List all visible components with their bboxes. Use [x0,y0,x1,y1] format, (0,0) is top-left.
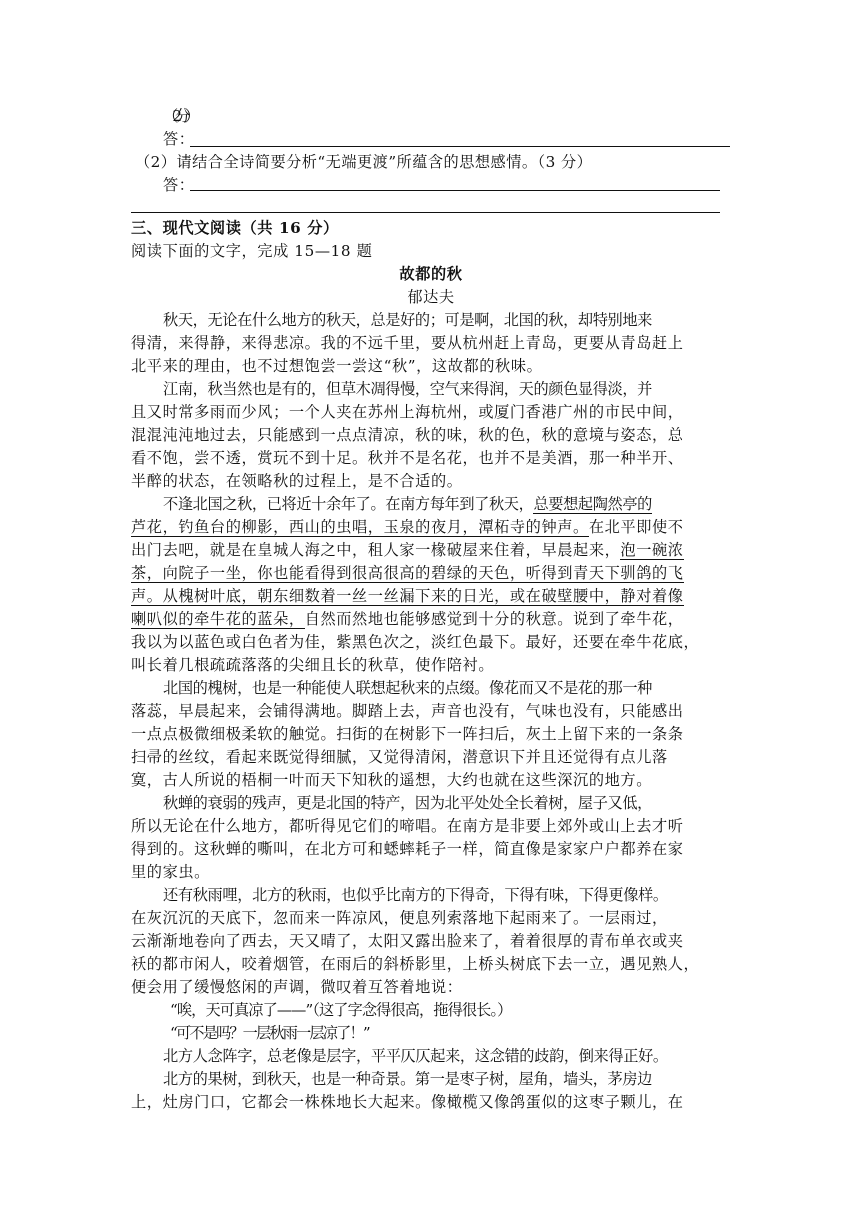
paragraph-line: 我以为以蓝色或白色者为佳，紫黑色次之，淡红色最下。最好，还要在牵牛花底， [131,633,700,651]
text-span: 不逢北国之秋，已将近十余年了。在南方每年到了秋天， [163,495,534,513]
underlined-text: 泡一碗浓 [620,541,684,559]
paragraph-line: 且又时常多雨而少风；一个人夹在苏州上海杭州，或厦门香港广州的市民中间， [131,403,684,421]
paragraph-line: 叫长着几根疏疏落落的尖细且长的秋草，使作陪衬。 [131,656,495,674]
underlined-text: 声。从槐树叶底，朝东细数着一丝一丝漏下来的日光，或在破壁腰中，静对着像 [131,587,684,605]
paragraph-line: 江南，秋当然也是有的，但草木凋得慢，空气来得润，天的颜色显得淡，并 [163,380,652,398]
paragraph-line: 北方人念阵字，总老像是层字，平平仄仄起来，这念错的歧韵，倒来得正好。 [163,1047,668,1065]
underlined-text: 芦花，钓鱼台的柳影，西山的虫唱，玉泉的夜月，潭柘寺的钟声。 [131,518,589,536]
question-score: （2 分） [163,107,195,125]
answer-label: 答： [163,130,195,148]
answer-label: 答： [163,176,195,194]
paragraph-line: 北方的果树，到秋天，也是一种奇景。第一是枣子树，屋角，墙头，茅房边 [163,1070,652,1088]
paragraph-line: 落蕊，早晨起来，会铺得满地。脚踏上去，声音也没有，气味也没有，只能感出 [131,702,684,720]
quote-line: “可不是吗？一层秋雨一层凉了！” [170,1024,369,1042]
paragraph-line: 扫帚的丝纹，看起来既觉得细腻，又觉得清闲，潜意识下并且还觉得有点儿落 [131,748,668,766]
answer-line [190,146,730,147]
paragraph-line: 看不饱，尝不透，赏玩不到十足。秋并不是名花，也并不是美酒，那一种半开、 [131,449,684,467]
underlined-text: 茶，向院子一坐，你也能看得到很高很高的碧绿的天色，听得到青天下驯鸽的飞 [131,564,684,582]
paragraph-line: 上，灶房门口，它都会一株株地长大起来。像橄榄又像鸽蛋似的这枣子颗儿，在 [131,1093,684,1111]
paragraph-line: 便会用了缓慢悠闲的声调，微叹着互答着地说： [131,978,463,996]
answer-line [131,212,720,213]
quote-line: “唉，天可真凉了——”（这了字念得很高，拖得很长。） [170,1001,512,1019]
section-heading: 三、现代文阅读（共 16 分） [131,219,339,237]
paragraph-line [131,562,731,585]
paragraph-line: 云渐渐地卷向了西去，天又晴了，太阳又露出脸来了，着着很厚的青布单衣或夹 [131,932,684,950]
paragraph-line: 半醉的状态，在领略秋的过程上，是不合适的。 [131,472,463,490]
article-author: 郁达夫 [407,288,455,306]
paragraph-line [163,493,763,516]
paragraph-line: 得清，来得静，来得悲凉。我的不远千里，要从杭州赶上青岛，更要从青岛赶上 [131,334,684,352]
paragraph-line [131,539,731,562]
section-instruction: 阅读下面的文字，完成 15—18 题 [131,242,373,260]
paragraph-line [131,516,731,539]
paragraph-line: 混混沌沌地过去，只能感到一点点清凉，秋的味，秋的色，秋的意境与姿态，总 [131,426,684,444]
paragraph-line: 所以无论在什么地方，都听得见它们的啼唱。在南方是非要上郊外或山上去才听 [131,817,684,835]
text-span: 自然而然地也能够感觉到十分的秋意。说到了牵牛花， [304,610,684,628]
paragraph-line: 得到的。这秋蝉的嘶叫，在北方可和蟋蟀耗子一样，简直像是家家户户都养在家 [131,840,684,858]
paragraph-line [131,585,731,608]
text-span: 出门去吧，就是在皇城人海之中，租人家一椽破屋来住着，早晨起来， [131,541,621,559]
answer-line [190,190,720,191]
paragraph-line: 袄的都市闲人，咬着烟管，在雨后的斜桥影里，上桥头树底下去一立，遇见熟人， [131,955,700,973]
paragraph-line: 一点点极微细极柔软的触觉。扫街的在树影下一阵扫后，灰土上留下来的一条条 [131,725,684,743]
underlined-text: 喇叭似的牵牛花的蓝朵， [131,610,305,628]
article-title: 故都的秋 [399,265,463,283]
paragraph-line [131,608,731,631]
paragraph-line: 还有秋雨哩，北方的秋雨，也似乎比南方的下得奇，下得有味，下得更像样。 [163,886,668,904]
paragraph-line: 北国的槐树，也是一种能使人联想起秋来的点缀。像花而又不是花的那一种 [163,679,652,697]
paragraph-line: 寞，古人所说的梧桐一叶而天下知秋的遥想，大约也就在这些深沉的地方。 [131,771,652,789]
paragraph-line: 里的家虫。 [131,863,210,881]
paragraph-line: 北平来的理由，也不过想饱尝一尝这“秋”，这故都的秋味。 [131,357,543,375]
text-span: 在北平即使不 [588,518,684,536]
paragraph-line: 秋蝉的衰弱的残声，更是北国的特产，因为北平处处全长着树，屋子又低， [163,794,652,812]
question-2: （2）请结合全诗简要分析“无端更渡”所蕴含的思想感情。（3 分） [135,153,593,171]
underlined-text: 总要想起陶然亭的 [533,495,652,513]
paragraph-line: 秋天，无论在什么地方的秋天，总是好的；可是啊，北国的秋，却特别地来 [163,311,652,329]
paragraph-line: 在灰沉沉的天底下，忽而来一阵凉风，便息列索落地下起雨来了。一层雨过， [131,909,668,927]
